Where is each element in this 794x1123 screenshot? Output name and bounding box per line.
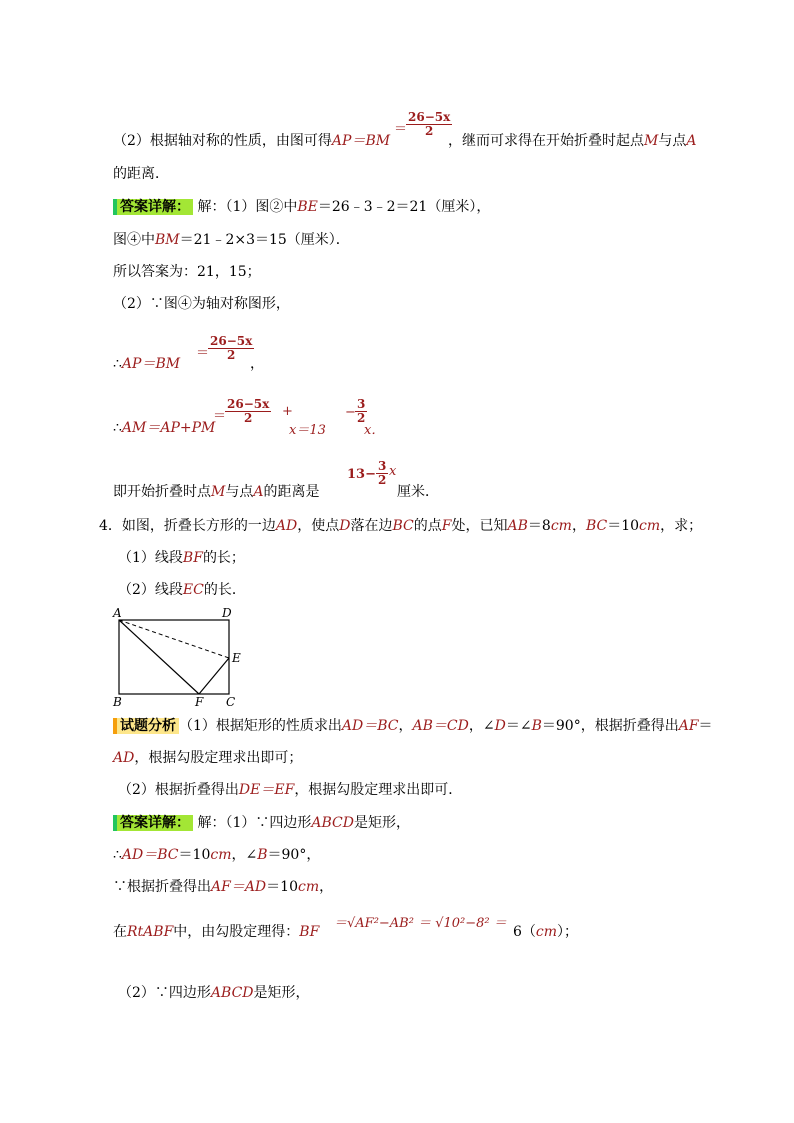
analysis-line-1: 试题分析 （1）根据矩形的性质求出AD＝BC，AB＝CD，∠D＝∠B＝90°，根据折叠得出AF＝ bbox=[113, 716, 713, 736]
fold-line-ae bbox=[119, 620, 229, 658]
eq-sign: ＝ bbox=[213, 409, 227, 424]
answer-detail-tag: 答案详解： bbox=[113, 199, 193, 215]
eq-sign: ＝ bbox=[196, 346, 210, 361]
label-e: E bbox=[232, 651, 241, 665]
x-period: x． bbox=[364, 423, 385, 438]
answer-line-1: 答案详解： 解：（1）图②中BE＝26﹣3﹣2＝21（厘米）， bbox=[113, 197, 490, 217]
segment-af bbox=[119, 620, 199, 694]
fraction-26-5x-over-2: $\frac{26-5x}{2}$ bbox=[408, 110, 451, 138]
analysis-tag: 试题分析 bbox=[113, 718, 179, 734]
hint-2-line-2: 的距离． bbox=[113, 166, 169, 182]
fraction-3-over-2: $\frac{3}{2}$ bbox=[357, 397, 366, 425]
label-a: A bbox=[113, 606, 122, 620]
answer-line-6: ∴AM＝AP+PM bbox=[113, 420, 216, 436]
x-eq-13: x＝13 bbox=[289, 423, 326, 438]
hint-2-line: （2）根据轴对称的性质，由图可得AP＝BM bbox=[113, 133, 391, 149]
label-d: D bbox=[222, 606, 232, 620]
unit-cm: 厘米． bbox=[397, 484, 439, 500]
fraction-26-5x-over-2: $\frac{26-5x}{2}$ bbox=[227, 397, 270, 425]
answer-line-2: 图④中BM＝21﹣2×3＝15（厘米）． bbox=[113, 232, 350, 248]
sub-question-1: （1）线段BF的长； bbox=[118, 550, 245, 566]
x-var: x bbox=[389, 464, 397, 479]
fraction-26-5x-over-2: $\frac{26-5x}{2}$ bbox=[210, 334, 253, 362]
answer4-line-5: （2）∵四边形ABCD是矩形， bbox=[118, 985, 310, 1001]
label-c: C bbox=[226, 695, 236, 708]
answer-line-7: 即开始折叠时点M与点A的距离是 bbox=[113, 484, 320, 500]
label-b: B bbox=[113, 695, 122, 708]
minus-sign: − bbox=[345, 405, 356, 420]
answer4-line-1: 答案详解： 解：（1）∵四边形ABCD是矩形， bbox=[113, 813, 410, 833]
analysis-line-3: （2）根据折叠得出DE＝EF，根据勾股定理求出即可． bbox=[118, 782, 463, 798]
comma: ， bbox=[250, 356, 264, 372]
expr-13-minus: 13− bbox=[347, 467, 376, 482]
plus-sign: + bbox=[282, 404, 293, 419]
hint-2-line-tail: ，继而可求得在开始折叠时起点M与点A bbox=[448, 133, 697, 149]
pythagoras-expression: ＝√AF²−AB² ＝ √10²−8² ＝ bbox=[334, 916, 507, 931]
label-f: F bbox=[195, 695, 204, 708]
answer-line-5: ∴AP＝BM bbox=[113, 356, 181, 372]
answer4-line-3: ∵根据折叠得出AF＝AD＝10cm， bbox=[113, 879, 334, 895]
answer-detail-tag: 答案详解： bbox=[113, 815, 193, 831]
var-ap-bm: AP＝BM bbox=[331, 133, 391, 149]
sub-question-2: （2）线段EC的长． bbox=[118, 582, 246, 598]
answer-line-3: 所以答案为：21，15； bbox=[113, 264, 261, 280]
eq-sign: ＝ bbox=[394, 122, 408, 137]
answer4-line-4: 在RtABF中，由勾股定理得：BF bbox=[113, 924, 320, 940]
answer4-line-2: ∴AD＝BC＝10cm，∠B＝90°， bbox=[113, 847, 321, 863]
answer-line-4: （2）∵图④为轴对称图形， bbox=[113, 296, 290, 312]
answer4-result: 6（cm）； bbox=[513, 924, 579, 940]
folded-rectangle-figure bbox=[108, 604, 248, 708]
segment-fe bbox=[199, 658, 229, 694]
analysis-line-2: AD，根据勾股定理求出即可； bbox=[113, 750, 303, 766]
rectangle-abcd bbox=[119, 620, 229, 694]
question-4: 4．如图，折叠长方形的一边AD，使点D落在边BC的点F处，已知AB＝8cm，BC＝10cm，求； bbox=[99, 518, 703, 534]
fraction-3-over-2: $\frac{3}{2}$ bbox=[378, 459, 387, 487]
